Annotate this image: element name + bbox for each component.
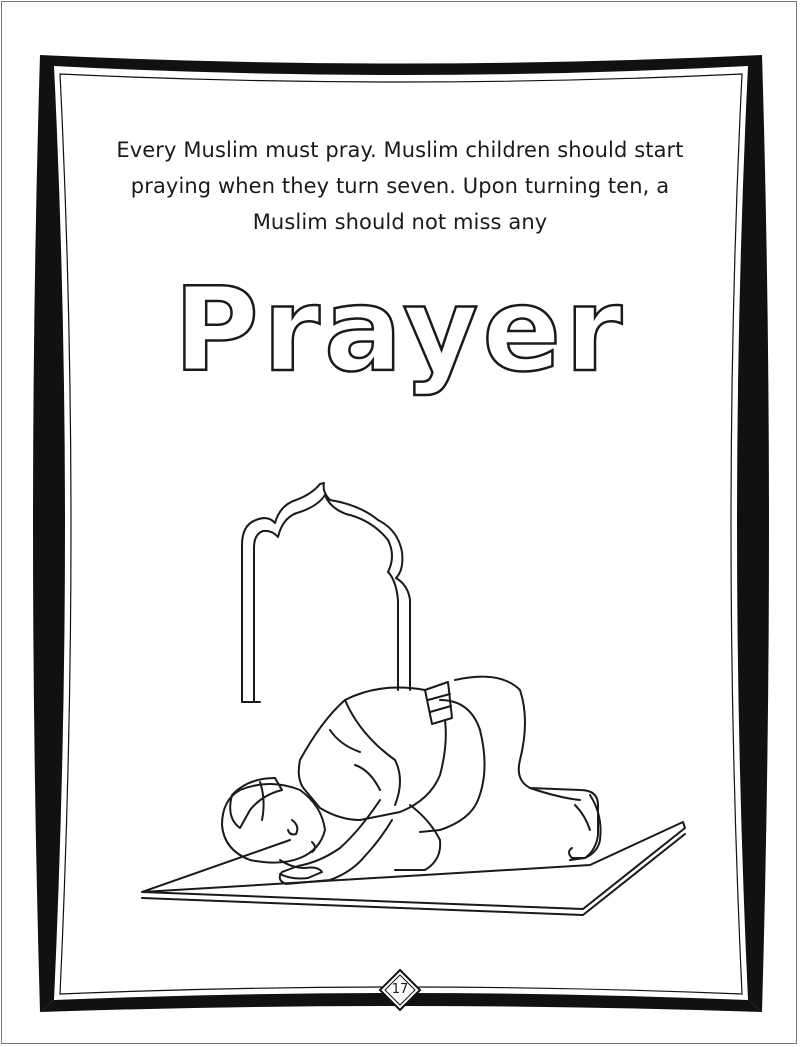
boy-hand bbox=[280, 860, 322, 879]
page-title: Prayer bbox=[173, 263, 627, 398]
boy-feet bbox=[569, 795, 601, 858]
boy-arm bbox=[280, 800, 392, 884]
mosque-window-outer bbox=[242, 483, 410, 702]
boy-legs bbox=[455, 677, 598, 860]
page-number: 17 bbox=[391, 982, 409, 997]
boy-belt bbox=[425, 682, 452, 724]
boy-torso bbox=[299, 688, 446, 820]
intro-paragraph: Every Muslim must pray. Muslim children should start praying when they turn seven. Upon turning ten, a Muslim should not miss any bbox=[116, 138, 684, 234]
mosque-window-inner bbox=[254, 495, 398, 702]
